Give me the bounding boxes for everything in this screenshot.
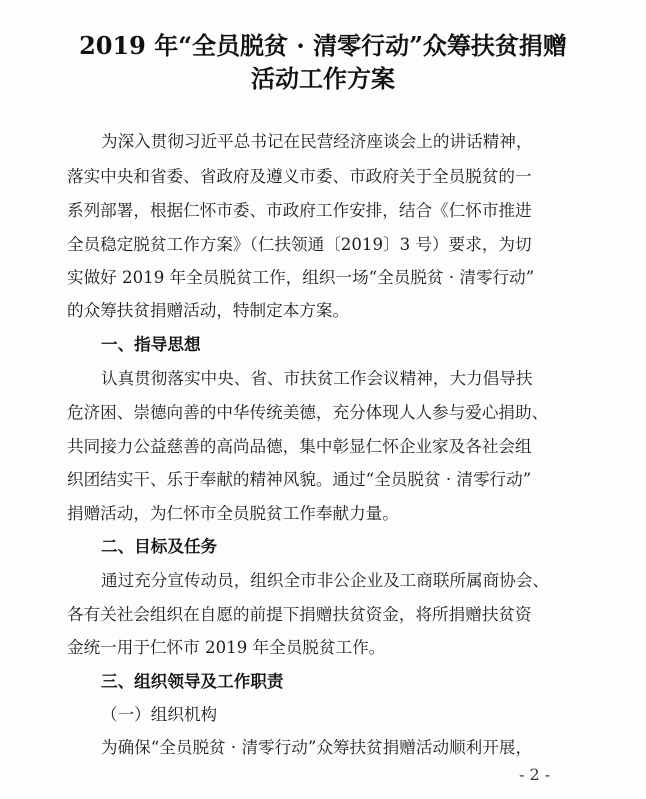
section2-line: 各有关社会组织在自愿的前提下捐赠扶贫资金，将所捐赠扶贫资 bbox=[67, 605, 532, 624]
section2-line: 通过充分宣传动员，组织全市非公企业及工商联所属商协会、 bbox=[101, 571, 550, 590]
section-heading-organization: 三、组织领导及工作职责 bbox=[101, 672, 284, 691]
intro-line: 落实中央和省委、省政府及遵义市委、市政府关于全员脱贫的一 bbox=[67, 167, 532, 186]
intro-line: 系列部署，根据仁怀市委、市政府工作安排，结合《仁怀市推进 bbox=[67, 201, 532, 220]
intro-line: 为深入贯彻习近平总书记在民营经济座谈会上的讲话精神， bbox=[101, 132, 533, 151]
page-number: - 2 - bbox=[519, 765, 551, 784]
intro-line: 的众筹扶贫捐赠活动，特制定本方案。 bbox=[67, 301, 350, 320]
subsection-heading-organization-structure: （一）组织机构 bbox=[101, 705, 218, 724]
section1-line: 认真贯彻落实中央、省、市扶贫工作会议精神，大力倡导扶 bbox=[101, 369, 533, 388]
section2-line: 金统一用于仁怀市 2019 年全员脱贫工作。 bbox=[67, 638, 386, 657]
intro-line: 实做好 2019 年全员脱贫工作，组织一场“全员脱贫 · 清零行动” bbox=[67, 268, 535, 287]
section1-line: 危济困、崇德向善的中华传统美德，充分体现人人参与爱心捐助、 bbox=[67, 403, 549, 422]
section1-line: 织团结实干、乐于奉献的精神风貌。通过“全员脱贫 · 清零行动” bbox=[67, 470, 532, 489]
section1-line: 捐赠活动，为仁怀市全员脱贫工作奉献力量。 bbox=[67, 504, 399, 523]
intro-line: 全员稳定脱贫工作方案》（仁扶领通〔2019〕3 号）要求，为切 bbox=[67, 235, 532, 254]
section-heading-goals: 二、目标及任务 bbox=[101, 537, 218, 556]
document-title-line-1: 2019 年“全员脱贫 · 清零行动”众筹扶贫捐赠 bbox=[79, 31, 567, 60]
section-heading-guiding-thought: 一、指导思想 bbox=[101, 335, 201, 354]
document-title-line-2: 活动工作方案 bbox=[251, 64, 395, 93]
section1-line: 共同接力公益慈善的高尚品德，集中彰显仁怀企业家及各社会组 bbox=[67, 437, 532, 456]
section3-line: 为确保“全员脱贫 · 清零行动”众筹扶贫捐赠活动顺利开展， bbox=[101, 738, 533, 757]
